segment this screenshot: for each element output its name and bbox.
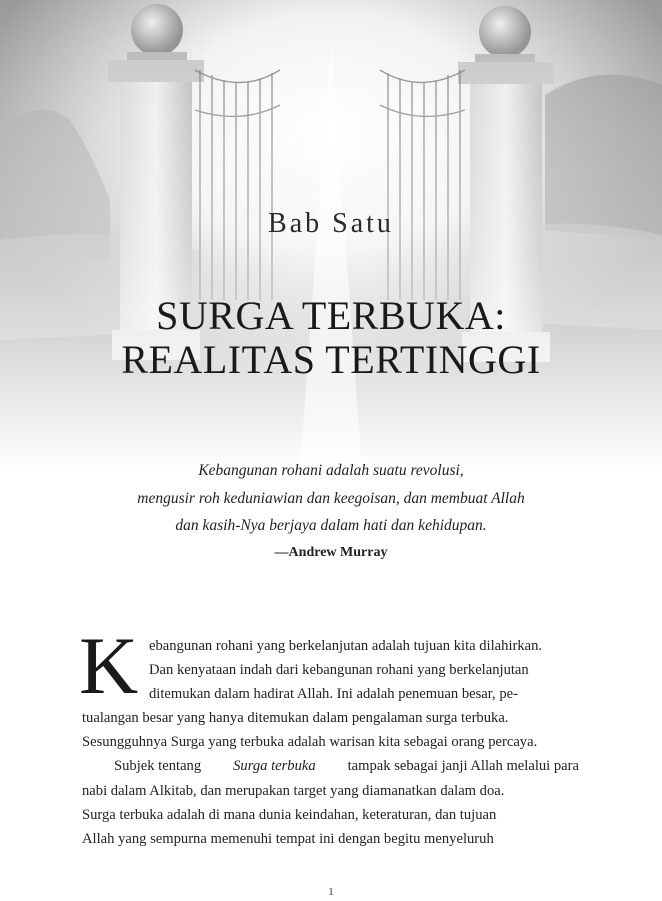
chapter-label: Bab Satu [268, 208, 394, 239]
paragraph-text: Subjek tentang [114, 758, 202, 775]
chapter-title [0, 294, 662, 382]
paragraph-line: ditemukan dalam hadirat Allah. Ini adalah penemuan besar, pe- [149, 686, 518, 703]
paragraph-line: Sesungguhnya Surga yang terbuka adalah warisan kita sebagai orang percaya. [82, 734, 538, 751]
chapter-title-line: REALITAS TERTINGGI [121, 337, 541, 382]
paragraph-line: nabi dalam Alkitab, dan merupakan target yang diamanatkan dalam doa. [82, 782, 505, 799]
paragraph-line: Surga terbuka adalah di mana dunia keindahan, keteraturan, dan tujuan [82, 806, 497, 823]
drop-cap: K [79, 620, 139, 711]
epigraph-line: Kebangunan rohani adalah suatu revolusi, [198, 462, 464, 479]
epigraph-line: dan kasih-Nya berjaya dalam hati dan kehidupan. [175, 517, 487, 534]
epigraph-quote [0, 457, 662, 540]
paragraph-line [82, 754, 579, 778]
chapter-title-line: SURGA TERBUKA: [156, 293, 506, 338]
paragraph-text: tampak sebagai janji Allah melalui para [347, 758, 579, 775]
paragraph-line: Allah yang sempurna memenuhi tempat ini dengan begitu menyeluruh [82, 830, 494, 847]
paragraph-line: tualangan besar yang hanya ditemukan dalam pengalaman surga terbuka. [82, 710, 509, 727]
page-number: 1 [328, 886, 334, 898]
body-text [79, 620, 579, 851]
epigraph-attribution: —Andrew Murray [274, 545, 388, 560]
paragraph-line: ebangunan rohani yang berkelanjutan adalah tujuan kita dilahirkan. [149, 638, 543, 654]
emphasized-text: Surga terbuka [233, 758, 316, 775]
epigraph-line: mengusir roh keduniawian dan keegoisan, dan membuat Allah [137, 489, 525, 507]
paragraph-line: Dan kenyataan indah dari kebangunan rohani yang berkelanjutan [149, 662, 529, 679]
